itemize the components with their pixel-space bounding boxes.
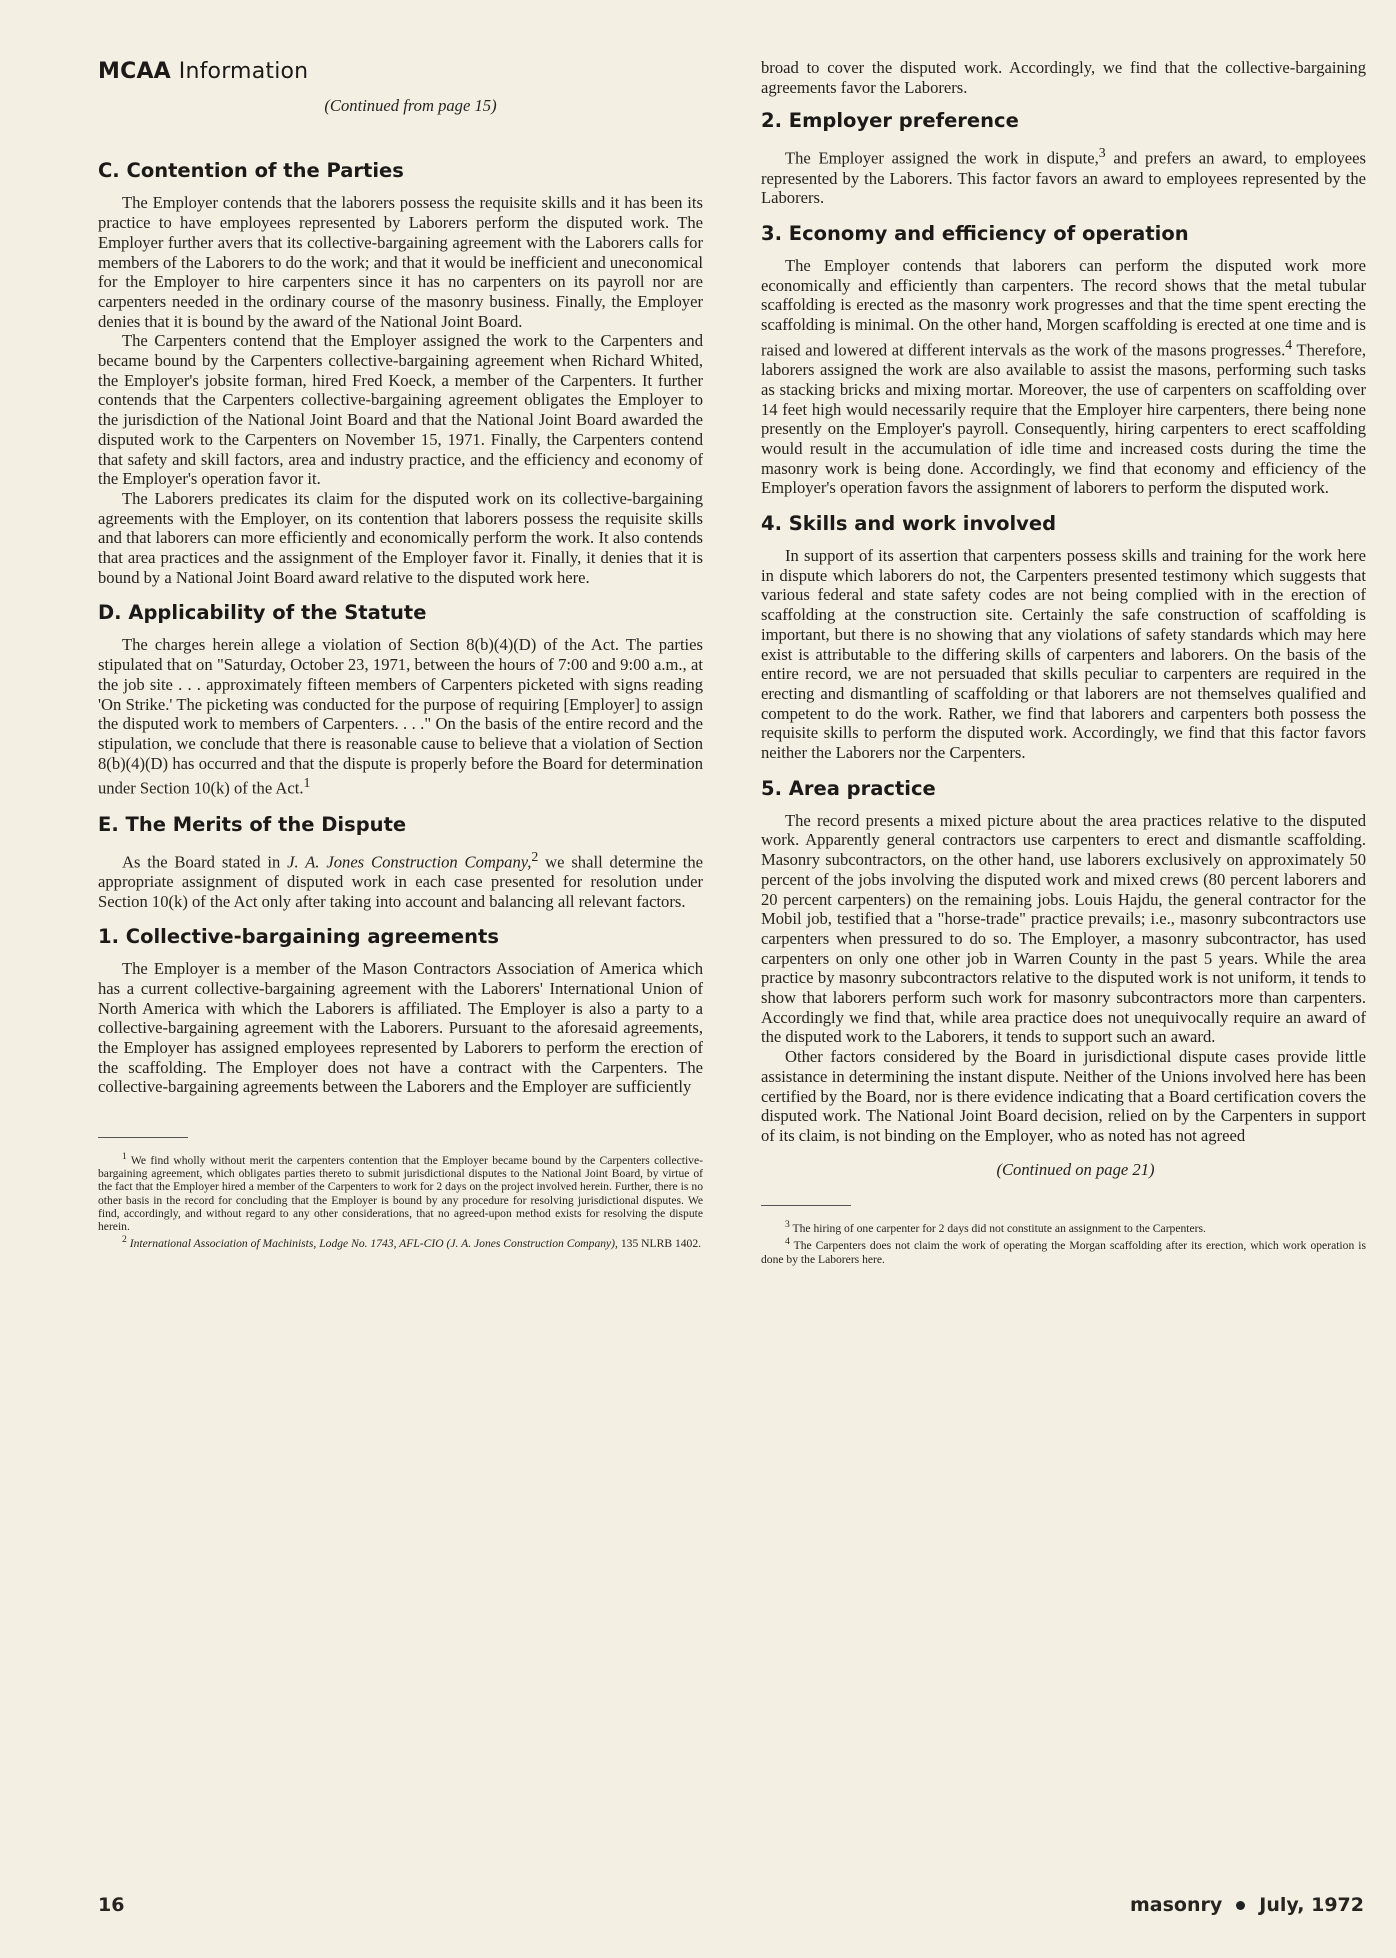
- footnote-1: [98, 1150, 703, 1233]
- paragraph-carryover: broad to cover the disputed work. Accordingly, we find that the collective-bargaining agreements favor the Laborers.: [761, 58, 1366, 97]
- footnote-3-number: 3: [785, 1219, 790, 1231]
- paragraph-area-practice: The record presents a mixed picture about the area practices relative to the disputed work. Apparently general contractors use carpenters to erect and dismantle scaffolding. Masonry subcontractors, on the other hand, use laborers exclusively on approximately 50 percent of the jobs involving the disputed work and mixed crews (80 percent laborers and 20 percent carpenters) on the remaining jobs. Louis Hajdu, the general contractor for the Mobil job, testified that a "horse-trade" practice prevails; i.e., masonry subcontractors use carpenters when pressured to do so. The Employer, a masonry subcontractor, has used carpenters on only one other job in Warren County in the past 5 years. While the area practice by masonry subcontractors relative to the disputed work is not uniform, it tends to show that laborers perform such work for masonry subcontractors more than carpenters. Accordingly we find that, while area practice does not unequivocally require an award of the disputed work to the Laborers, it tends to support such an award.: [761, 810, 1366, 1047]
- heading-economy-efficiency: 3. Economy and efficiency of operation: [761, 222, 1189, 246]
- footnote-4: [761, 1235, 1366, 1265]
- continued-on-note: (Continued on page 21): [996, 1159, 1155, 1179]
- paragraph-applicability: [98, 635, 703, 798]
- footnote-2-case: International Association of Machinists, Lodge No. 1743, AFL-CIO (J. A. Jones Construction Company),: [129, 1237, 618, 1251]
- footnote-ref-2: 2: [531, 848, 539, 864]
- continued-from-note: (Continued from page 15): [324, 95, 497, 115]
- merits-text-a: As the Board stated in: [122, 852, 288, 872]
- magazine-name: masonry: [1130, 1894, 1223, 1916]
- footnote-3-text: The hiring of one carpenter for 2 days did not constitute an assignment to the Carpenters.: [792, 1222, 1206, 1236]
- preference-text-a: The Employer assigned the work in dispute,: [785, 148, 1099, 168]
- heading-area-practice: 5. Area practice: [761, 776, 936, 800]
- footnote-1-text: We find wholly without merit the carpenters contention that the Employer became bound by the Carpenters collective-bargaining agreement, which obligates parties thereto to submit jurisdictional disputes to the National Joint Board, by virtue of the fact that the Employer hired a member of the Carpenters to work for 2 days on the project involved herein. Further, there is no other basis in the record for concluding that the Employer is bound by any procedure for resolving jurisdictional disputes. We find, accordingly, and without regard to any other considerations, that no agreed-upon method exists for resolving the dispute herein.: [98, 1154, 703, 1234]
- paragraph-collective-bargaining: The Employer is a member of the Mason Contractors Association of America which has a current collective-bargaining agreement with the Laborers' International Union of North America with which the Laborers is affiliated. The Employer is also a party to a collective-bargaining agreement with the Laborers. Pursuant to the aforesaid agreements, the Employer has assigned employees represented by Laborers to perform the erection of the scaffolding. The Employer does not have a contract with the Carpenters. The collective-bargaining agreements between the Laborers and the Employer are sufficiently: [98, 959, 703, 1097]
- bullet-separator-icon: [1236, 1901, 1245, 1910]
- case-name-jones: J. A. Jones Construction Company,: [287, 852, 532, 872]
- footnote-4-number: 4: [785, 1236, 790, 1248]
- applicability-text: The charges herein allege a violation of Section 8(b)(4)(D) of the Act. The parties stipulated that on "Saturday, October 23, 1971, between the hours of 7:00 and 9:00 a.m., at the job site . . . approximately fifteen members of Carpenters picketed with signs reading 'On Strike.' The picketing was conducted for the purpose of requiring [Employer] to assign the disputed work to members of Carpenters. . . ." On the basis of the entire record and the stipulation, we conclude that there is reasonable cause to believe that a violation of Section 8(b)(4)(D) has occurred and that the dispute is properly before the Board for determination under Section 10(k) of the Act.: [98, 635, 703, 798]
- heading-applicability-of-statute: D. Applicability of the Statute: [98, 601, 427, 625]
- footnote-2-citation: 135 NLRB 1402.: [617, 1237, 702, 1251]
- footnote-divider-right: [761, 1205, 851, 1206]
- paragraph-carpenters-contention: The Carpenters contend that the Employer assigned the work to the Carpenters and became bound by the Carpenters collective-bargaining agreement when Richard Whited, the Employer's jobsite forman, hired Fred Koeck, a member of the Carpenters. It further contends that the Carpenters collective-bargaining agreement obligates the Employer to the jurisdiction of the National Joint Board and that the National Joint Board awarded the disputed work to the Carpenters on November 15, 1971. Finally, the Carpenters contend that safety and skill factors, area and industry practice, and the efficiency and economy of the Employer's operation favor it.: [98, 331, 703, 489]
- merits-text-b: we shall determine the appropriate assignment of disputed work in each case presented for resolution under Section 10(k) of the Act only after taking into account and balancing all relevant factors.: [98, 852, 704, 911]
- footnote-divider: [98, 1137, 188, 1138]
- paragraph-other-factors: Other factors considered by the Board in jurisdictional dispute cases provide little assistance in determining the instant dispute. Neither of the Unions involved here has been certified by the Board, nor is there evidence indicating that a Board certification covers the disputed work. The National Joint Board decision, relied on by the Carpenters in support of its claim, is not binding on the Employer, who as noted has not agreed: [761, 1047, 1366, 1145]
- paragraph-merits: [98, 847, 703, 912]
- footnote-2-number: 2: [122, 1234, 127, 1246]
- paragraph-employer-contention: The Employer contends that the laborers possess the requisite skills and it has been its practice to have employees represented by Laborers perform the disputed work. The Employer further avers that its collective-bargaining agreement with the Laborers calls for members of the Laborers to do the work; and that it would be inefficient and uneconomical for the Employer to hire carpenters since it has no carpenters on its payroll nor are carpenters needed in the ordinary course of the masonry business. Finally, the Employer denies that it is bound by the award of the National Joint Board.: [98, 193, 703, 331]
- masthead: [98, 59, 703, 84]
- footnote-ref-4: 4: [1285, 336, 1293, 352]
- page-number: 16: [98, 1894, 125, 1916]
- heading-employer-preference: 2. Employer preference: [761, 109, 1019, 133]
- paragraph-employer-preference: [761, 143, 1366, 208]
- right-column: [761, 0, 1366, 1266]
- economy-text-a: The Employer contends that laborers can perform the disputed work more economically and efficiently than carpenters. The record shows that the metal tubular scaffolding is erected as the masonry work progresses and that the time spent erecting the scaffolding is minimal. On the other hand, Morgen scaffolding is erected at one time and is raised and lowered at different intervals as the work of the masons progresses.: [761, 256, 1366, 360]
- footnote-ref-1: 1: [303, 775, 311, 791]
- footnote-ref-3: 3: [1098, 145, 1106, 161]
- paragraph-laborers-contention: The Laborers predicates its claim for the disputed work on its collective-bargaining agreements with the Employer, on its contention that laborers possess the requisite skills and that laborers can more efficiently and economically perform the work. It also contends that area practices and the assignment of the Employer favor it. Finally, it denies that it is bound by a National Joint Board award relative to the disputed work here.: [98, 488, 703, 587]
- heading-skills-work: 4. Skills and work involved: [761, 512, 1057, 536]
- paragraph-economy-efficiency: [761, 256, 1366, 498]
- heading-contention-of-parties: C. Contention of the Parties: [98, 159, 404, 183]
- footnote-3: [761, 1218, 1366, 1235]
- footnote-2: [98, 1233, 703, 1250]
- left-column: [98, 0, 703, 1250]
- paragraph-skills-work: In support of its assertion that carpenters possess skills and training for the work here in dispute which laborers do not, the Carpenters presented testimony which suggests that various federal and state safety codes are not being complied with in the erection of scaffolding at the construction site. Certainly the safe construction of scaffolding is important, but there is no showing that any violations of safety standards which may here exist is attributable to the differing skills of carpenters and laborers. On the basis of the entire record, we are not persuaded that skills peculiar to carpenters are required in the erecting and dismantling of scaffolding or that laborers are not themselves qualified and competent to do the work. Rather, we find that laborers and carpenters both possess the requisite skills to perform the disputed work. Accordingly, we find that this factor favors neither the Laborers nor the Carpenters.: [761, 546, 1366, 763]
- masthead-mcaa: MCAA: [98, 59, 171, 84]
- economy-text-b: Therefore, laborers assigned the work are also available to assist the masons, performing such tasks as stacking bricks and mixing mortar. Moreover, the use of carpenters on scaffolding over 14 feet high would necessarily require that the Employer hire carpenters, there being none presently on the Employer's payroll. Consequently, hiring carpenters to erect scaffolding would result in the accumulation of idle time and increased costs during the time the masonry work is being done. Accordingly, we find that economy and efficiency of the Employer's operation favors the assignment of laborers to perform the disputed work.: [761, 340, 1366, 498]
- footnote-4-text: The Carpenters does not claim the work of operating the Morgan scaffolding after its erection, which work operation is done by the Laborers here.: [761, 1239, 1366, 1266]
- masthead-information: Information: [178, 59, 309, 84]
- preference-text-b: and prefers an award, to employees represented by the Laborers. This factor favors an award to employees represented by the Laborers.: [761, 148, 1366, 208]
- heading-collective-bargaining: 1. Collective-bargaining agreements: [98, 925, 499, 949]
- issue-date: July, 1972: [1259, 1894, 1364, 1916]
- footnote-1-number: 1: [122, 1151, 127, 1163]
- footer-publication: [1130, 1894, 1364, 1916]
- heading-merits-of-dispute: E. The Merits of the Dispute: [98, 812, 407, 836]
